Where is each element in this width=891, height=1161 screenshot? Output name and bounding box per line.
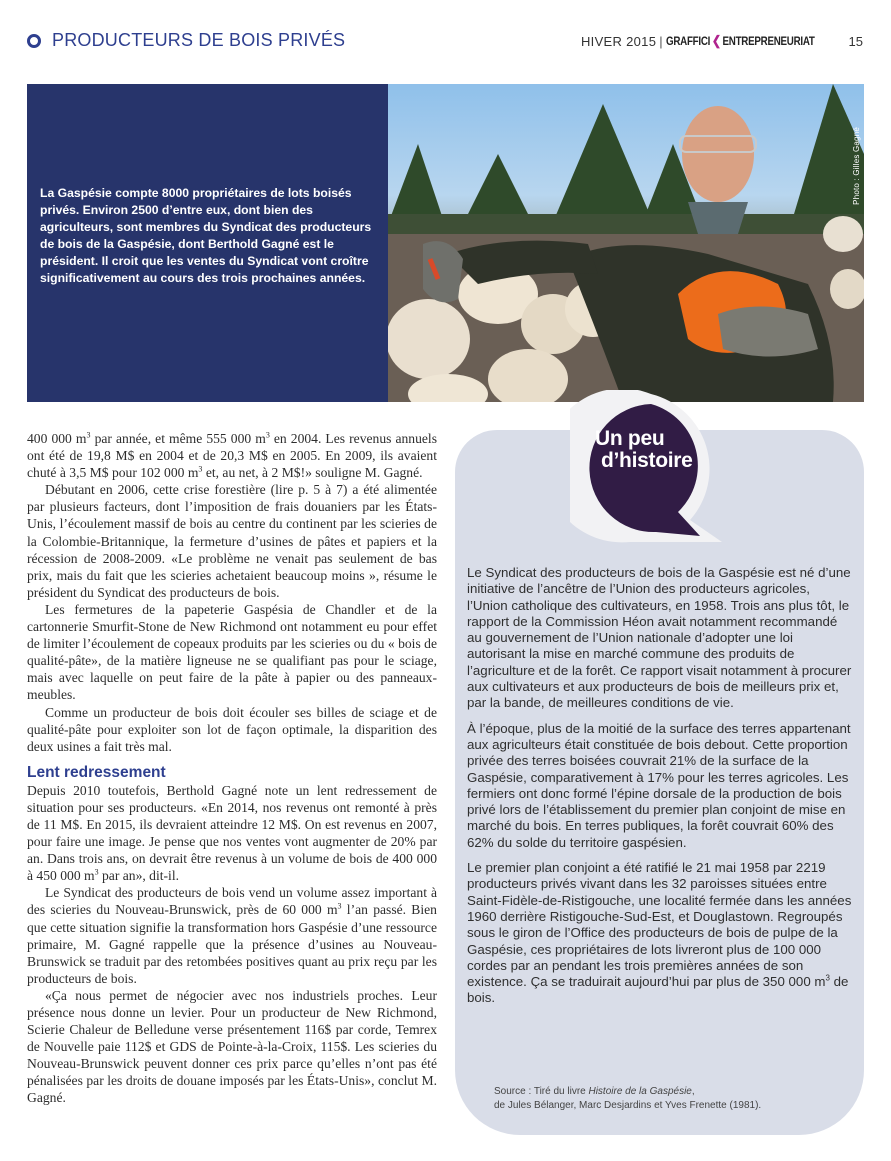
article-paragraph: Les fermetures de la papeterie Gaspésia de Chandler et de la cartonnerie Smurfit-Stone de New Richmond ont notamment eu pour effet de limiter l’écoulement de copeaux produits par les scieries ou du « bois de qualité-pâte», de la matière ligneuse ne se qualifiant pas pour le sciage, mais avec laquelle on peut faire de la pâte à papier ou des panneaux-meubles. [27,601,437,703]
article-paragraph [27,782,437,885]
text-run: Depuis 2010 toutefois, Berthold Gagné note un lent redressement de situation pour ses producteurs. «En 2014, nos revenus ont remonté à près de 11 M$. En 2015, ils devraient atteindre 12 M$. On est revenus en 2007, pour faire une image. Je pense que nos ventes vont augmenter de 20% par an. Dans trois ans, on devrait être revenus à un volume de bois de 400 000 à 450 000 m [27,782,437,884]
text-run: par année, et même 555 000 m [90,431,266,446]
issue-label: HIVER 2015 [580,33,657,49]
photo-credit: Photo : Gilles Gagné [852,127,861,205]
portrait-photo [388,84,864,402]
circle-bullet-icon [27,34,41,48]
article-paragraph [27,884,437,987]
source-citation [494,1085,761,1113]
superscript: 3 [198,464,203,474]
sidebar-paragraph: Le Syndicat des producteurs de bois de la Gaspésie est né d’une initiative de l’ancêtre de l’Union des producteurs agricoles, l’Union catholique des cultivateurs, en 1958. Trois ans plus tôt, le rapport de la Commission Héon avait notamment recommandé au gouvernement de l’Union nationale d’adopter une loi autorisant la mise en marché commune des produits de l’agriculture et de la forêt. Ce rapport visait notamment à procurer aux cultivateurs et aux producteurs de bois de meilleurs prix et, par la bande, de meilleures conditions de vie. [467,565,852,711]
superscript: 3 [825,973,830,983]
section-title: PRODUCTEURS DE BOIS PRIVÉS [52,30,346,50]
subheading: Lent redressement [27,763,166,781]
text-run: Le Syndicat des producteurs de bois vend un volume assez important à des scieries du Nouveau-Brunswick, près de 60 000 m [27,885,437,918]
text-run: 400 000 m [27,431,87,446]
text-run: Source : Tiré du livre [494,1086,589,1097]
sidebar-title [595,428,693,472]
text-run: l’an passé. Bien que cette situation signifie la transformation hors Gaspésie d’une ressource primaire, M. Gagné rappelle que la présence d’usines au Nouveau-Brunswick se traduit par des retombées positives quant au prix reçu par les producteurs de bois. [27,902,437,986]
text-run: de bois. [467,974,849,1006]
text-run: Le premier plan conjoint a été ratifié le 21 mai 1958 par 2219 producteurs privés vivant dans les 32 paroisses situées entre Saint-Fidèle-de-Ristigouche, une localité fermée dans les années 1960 derrière Ristigouche-Sud-Est, et Douglastown. Regroupés sous le giron de l’Office des producteurs de bois de pulpe de la Gaspésie, ces propriétaires de lots livreront plus de 100 000 cordes par an pendant les trois premières années de son existence. Ça se traduirait aujourd’hui par plus de 350 000 m [467,860,852,990]
superscript: 3 [337,901,342,911]
running-header [581,33,863,49]
article-paragraph: «Ça nous permet de négocier avec nos industriels proches. Leur présence nous donne un levier. Pour un producteur de New Richmond, Scierie Chaleur de Belledune verse présentement 116$ par corde, Temrex de Nouvelle paie 112$ et GDS de Pointe-à-la-Croix, 115$. Les scieries du Nouveau-Brunswick peuvent donner ces prix parce qu’elles n’ont pas été pénalisées par les droits de douane imposés par les États-Unis», conclut M. Gagné. [27,987,437,1106]
text-run: , [691,1086,695,1097]
header-separator: | [659,33,663,49]
article-paragraph [27,430,437,481]
article-paragraph: Comme un producteur de bois doit écouler ses billes de sciage et de qualité-pâte pour exploiter son lot de façon optimale, la disparition des deux usines a fait très mal. [27,704,437,754]
book-title: Histoire de la Gaspésie [588,1086,692,1097]
source-line1 [494,1085,761,1099]
brand-section: ENTREPRENEURIAT [722,36,815,48]
sidebar-paragraph: À l’époque, plus de la moitié de la surface des terres appartenant aux agriculteurs était constituée de bois debout. Cette proportion privée des terres boisées couvrait 21% de la surface de la Gaspésie, comparativement à 17% pour les terres agricoles. Les fermiers ont donc formé l’épine dorsale de la production de bois privé lors de l’établissement du premier plan conjoint de mise en marché du bois. En terres publiques, la forêt couvrait 60% des 62% du solde du territoire gaspésien. [467,720,851,850]
article-body [27,430,437,1107]
intro-text: La Gaspésie compte 8000 propriétaires de lots boisés privés. Environ 2500 d’entre eux, dont bien des agriculteurs, sont membres du Syndicat des producteurs de bois de la Gaspésie, dont Berthold Gagné est le président. Il croit que les ventes du Syndicat vont croître significativement au cours des trois prochaines années. [40,186,372,285]
brand-swirl-icon: ❮ [711,33,721,48]
source-line2: de Jules Bélanger, Marc Desjardins et Yves Frenette (1981). [494,1100,762,1111]
article-paragraph: Débutant en 2006, cette crise forestière (lire p. 5 à 7) a été alimentée par plusieurs facteurs, dont l’imposition de frais douaniers par les États-Unis, l’écoulement massif de bois au centre du continent par les scieries de la Colombie-Britannique, la fermeture d’usines de pâtes et papiers et la récession de 2008-2009. «Le problème ne venait pas seulement de bas prix, mais du fait que les scieries achetaient beaucoup moins », résume le président du Syndicat des producteurs de bois. [27,482,437,600]
trees [388,84,864,234]
magazine-brand [666,33,815,49]
sidebar-paragraph [467,860,852,1007]
text-run: en 2004. Les revenus annuels ont été de 19,8 M$ en 2004 et de 20,3 M$ en 2005. En 2009, ils avaient chuté à 3,5 M$ pour 102 000 m [27,431,437,481]
superscript: 3 [265,430,270,440]
intro-box [27,84,388,402]
superscript: 3 [94,867,99,877]
sidebar-title-line1: Un peu [595,427,665,450]
sidebar-body [467,565,852,1016]
section-header [27,30,345,51]
superscript: 3 [86,430,91,440]
sidebar-title-line2: d’histoire [601,449,693,472]
text-run: par an», dit-il. [98,868,180,884]
text-run: et, au net, à 2 M$!» souligne M. Gagné. [202,465,423,481]
brand-name: GRAFFICI [665,36,710,48]
page-number: 15 [848,33,863,49]
photo-illustration [388,84,864,402]
